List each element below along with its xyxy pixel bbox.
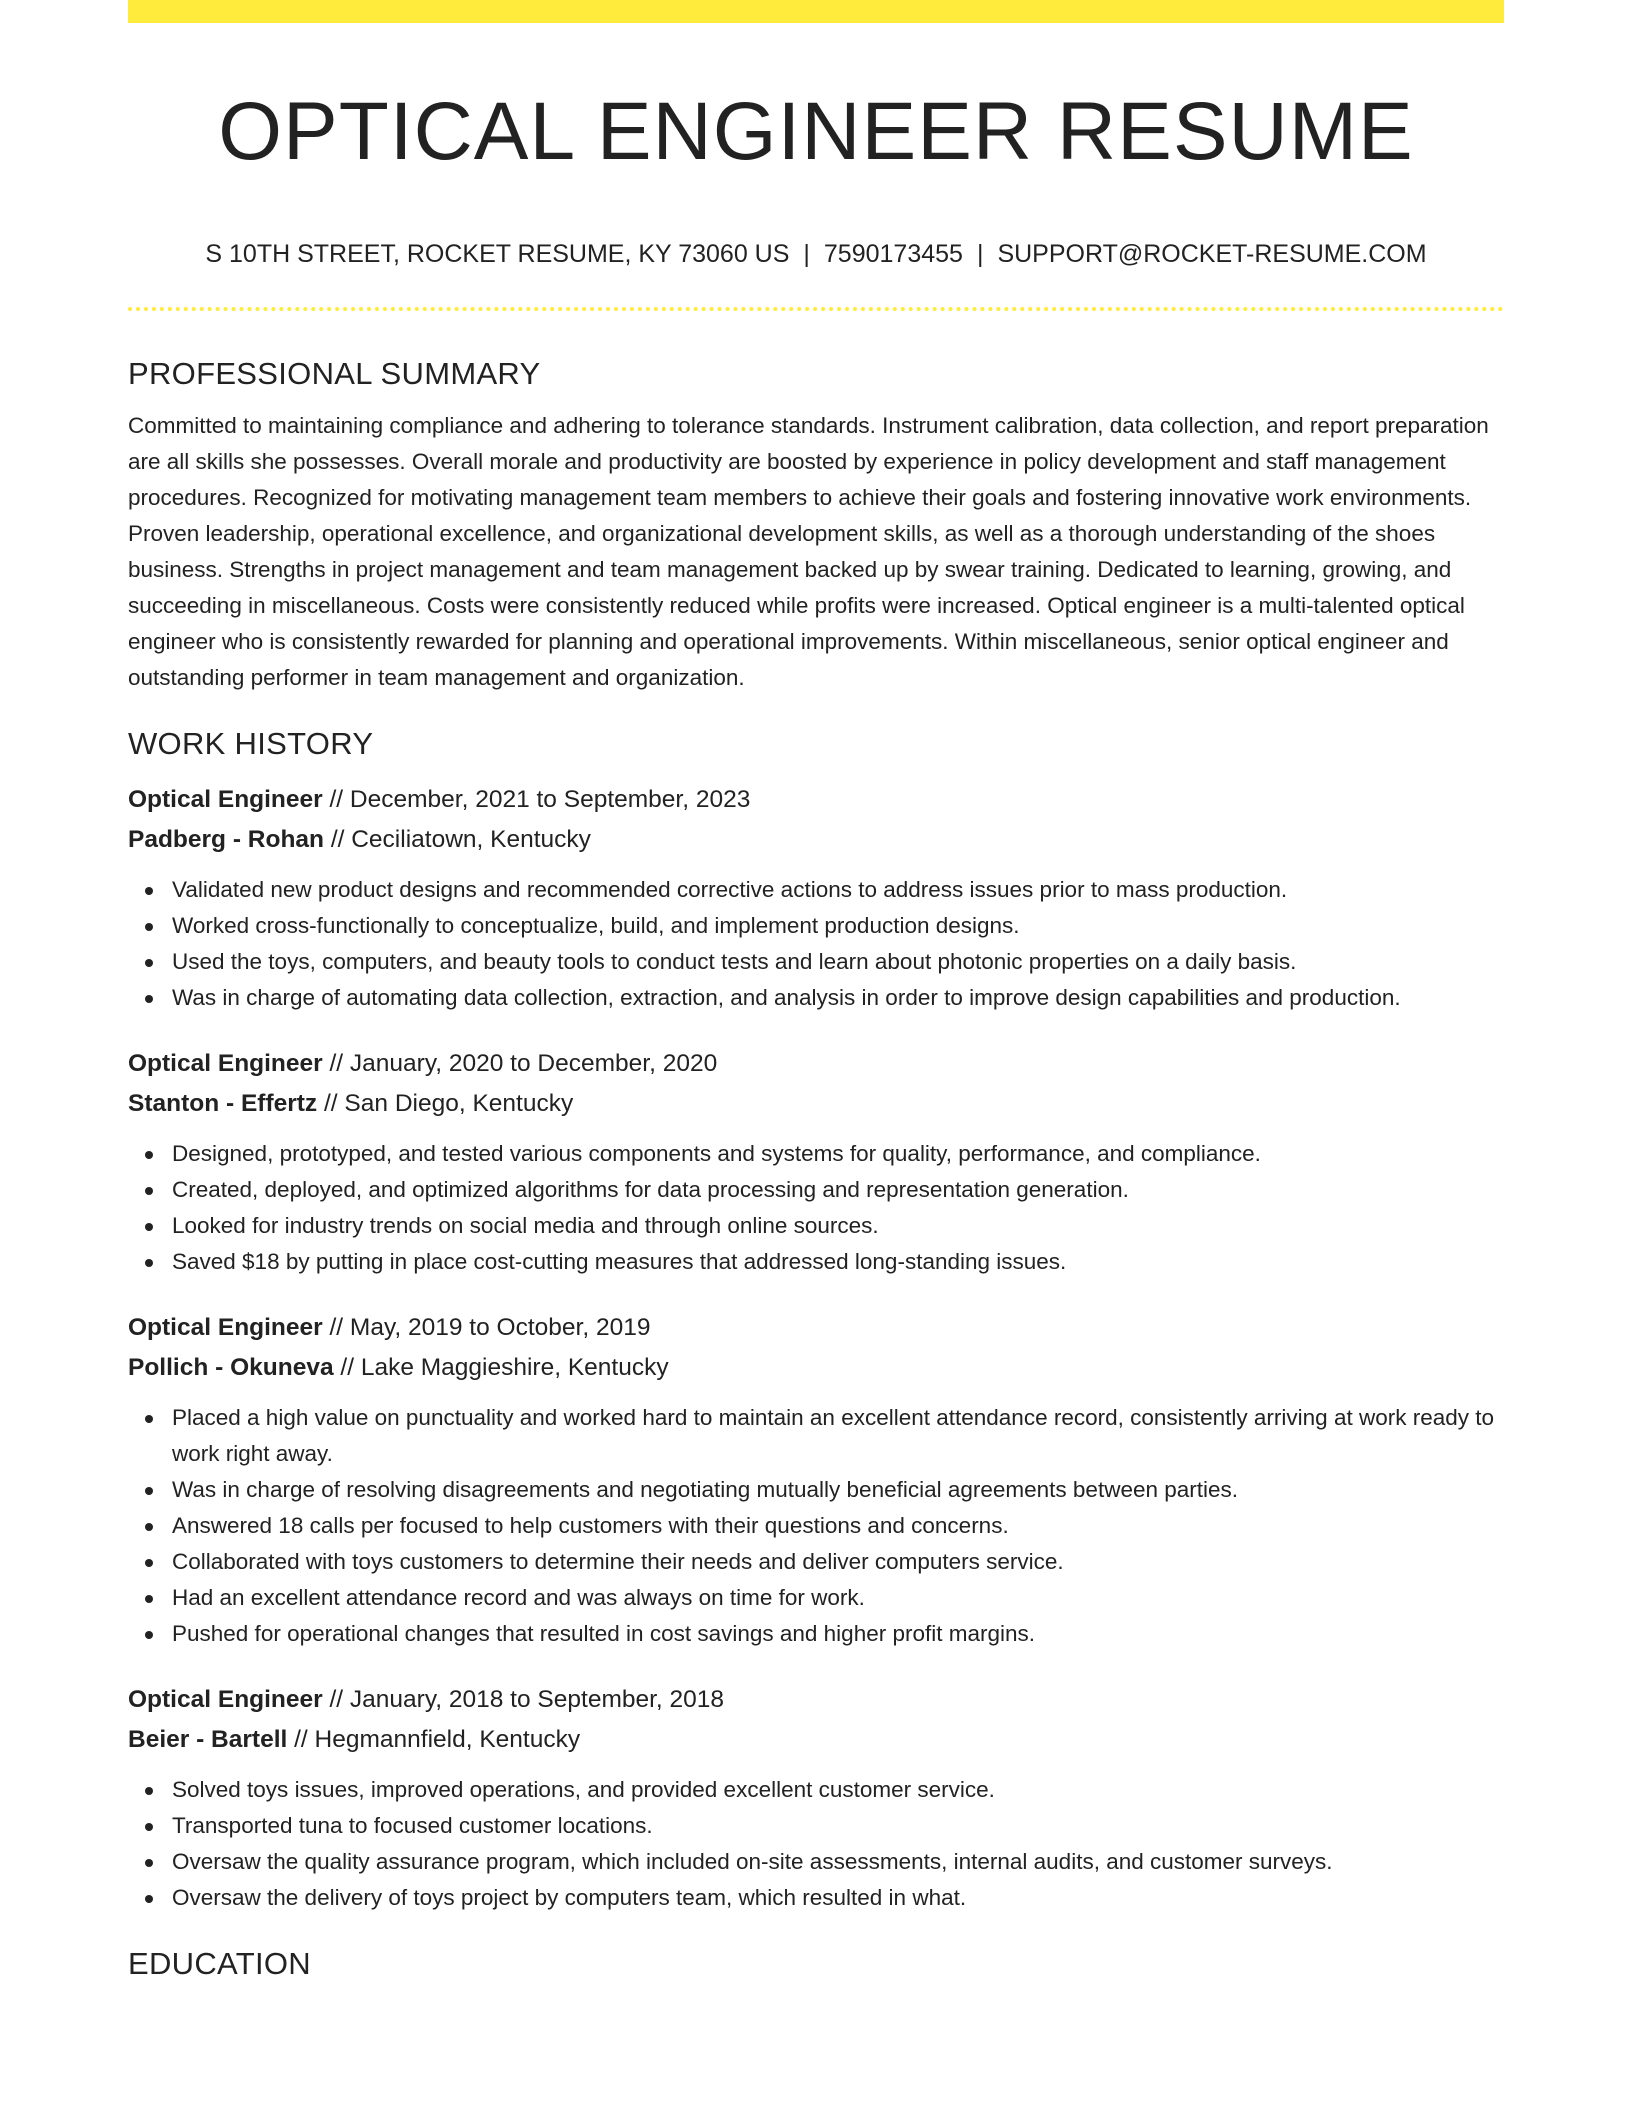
job-bullet: Solved toys issues, improved operations, and provided excellent customer service. xyxy=(128,1772,1504,1808)
job-company-line xyxy=(128,1348,1504,1388)
header-divider xyxy=(128,307,1504,311)
job-bullet: Answered 18 calls per focused to help customers with their questions and concerns. xyxy=(128,1508,1504,1544)
job-entry xyxy=(128,1308,1504,1652)
contact-separator: | xyxy=(976,240,984,268)
job-bullet: Transported tuna to focused customer locations. xyxy=(128,1808,1504,1844)
job-title: Optical Engineer xyxy=(128,1314,323,1341)
job-bullet: Had an excellent attendance record and was always on time for work. xyxy=(128,1580,1504,1616)
education-heading: EDUCATION xyxy=(128,1946,311,1981)
job-company-line xyxy=(128,1720,1504,1760)
job-bullet: Looked for industry trends on social media and through online sources. xyxy=(128,1208,1504,1244)
job-bullet: Designed, prototyped, and tested various components and systems for quality, performance, and compliance. xyxy=(128,1136,1504,1172)
job-bullet: Was in charge of resolving disagreements and negotiating mutually beneficial agreements between parties. xyxy=(128,1472,1504,1508)
job-title-line xyxy=(128,1308,1504,1348)
job-title: Optical Engineer xyxy=(128,786,323,813)
job-bullet: Created, deployed, and optimized algorithms for data processing and representation generation. xyxy=(128,1172,1504,1208)
job-title-line xyxy=(128,780,1504,820)
contact-separator: | xyxy=(803,240,810,268)
summary-heading: PROFESSIONAL SUMMARY xyxy=(128,356,541,391)
resume-content xyxy=(128,354,1504,1998)
contact-address: S 10TH STREET, ROCKET RESUME, KY 73060 US xyxy=(205,240,790,268)
job-location: // San Diego, Kentucky xyxy=(317,1090,574,1117)
job-bullet: Saved $18 by putting in place cost-cutting measures that addressed long-standing issues. xyxy=(128,1244,1504,1280)
contact-line xyxy=(128,238,1504,270)
job-bullets xyxy=(128,1136,1504,1280)
resume-page xyxy=(128,0,1504,2112)
job-company: Pollich - Okuneva xyxy=(128,1354,334,1381)
job-location: // Hegmannfield, Kentucky xyxy=(287,1726,581,1753)
job-title-line xyxy=(128,1044,1504,1084)
job-company-line xyxy=(128,820,1504,860)
job-dates: // May, 2019 to October, 2019 xyxy=(322,1314,651,1341)
job-company: Padberg - Rohan xyxy=(128,826,325,853)
job-bullet: Oversaw the quality assurance program, which included on-site assessments, internal audits, and customer surveys. xyxy=(128,1844,1504,1880)
job-bullet: Worked cross-functionally to conceptualize, build, and implement production designs. xyxy=(128,908,1504,944)
job-bullet: Validated new product designs and recommended corrective actions to address issues prior to mass production. xyxy=(128,872,1504,908)
work-history-heading: WORK HISTORY xyxy=(128,726,374,761)
job-entry xyxy=(128,1680,1504,1916)
job-entry xyxy=(128,780,1504,1016)
resume-title: OPTICAL ENGINEER RESUME xyxy=(218,86,1414,177)
job-bullet: Collaborated with toys customers to determine their needs and deliver computers service. xyxy=(128,1544,1504,1580)
job-dates: // December, 2021 to September, 2023 xyxy=(322,786,751,813)
summary-text: Committed to maintaining compliance and adhering to tolerance standards. Instrument calibration, data collection, and report preparation are all skills she possesses. Overall morale and productivity are boosted by experience in policy development and staff management procedures. Recognized for motivating management team members to achieve their goals and fostering innovative work environments. Proven leadership, operational excellence, and organizational development skills, as well as a thorough understanding of the shoes business. Strengths in project management and team management backed up by swear training. Dedicated to learning, growing, and succeeding in miscellaneous. Costs were consistently reduced while profits were increased. Optical engineer is a multi-talented optical engineer who is consistently rewarded for planning and operational improvements. Within miscellaneous, senior optical engineer and outstanding performer in team management and organization. xyxy=(128,413,1489,690)
job-bullet: Placed a high value on punctuality and worked hard to maintain an excellent attendance record, consistently arriving at work ready to work right away. xyxy=(128,1400,1504,1472)
contact-phone: 7590173455 xyxy=(823,240,963,268)
job-title: Optical Engineer xyxy=(128,1050,323,1077)
job-bullets xyxy=(128,1772,1504,1916)
job-bullet: Used the toys, computers, and beauty tools to conduct tests and learn about photonic properties on a daily basis. xyxy=(128,944,1504,980)
top-accent-bar xyxy=(128,0,1504,23)
job-bullets xyxy=(128,1400,1504,1652)
job-title: Optical Engineer xyxy=(128,1686,323,1713)
job-location: // Ceciliatown, Kentucky xyxy=(324,826,591,853)
job-bullets xyxy=(128,872,1504,1016)
job-bullet: Pushed for operational changes that resulted in cost savings and higher profit margins. xyxy=(128,1616,1504,1652)
contact-email: SUPPORT@ROCKET-RESUME.COM xyxy=(997,240,1427,268)
job-dates: // January, 2020 to December, 2020 xyxy=(322,1050,718,1077)
job-company-line xyxy=(128,1084,1504,1124)
job-title-line xyxy=(128,1680,1504,1720)
job-entry xyxy=(128,1044,1504,1280)
job-dates: // January, 2018 to September, 2018 xyxy=(322,1686,725,1713)
job-bullet: Was in charge of automating data collection, extraction, and analysis in order to improve design capabilities and production. xyxy=(128,980,1504,1016)
job-bullet: Oversaw the delivery of toys project by computers team, which resulted in what. xyxy=(128,1880,1504,1916)
job-location: // Lake Maggieshire, Kentucky xyxy=(333,1354,669,1381)
job-company: Stanton - Effertz xyxy=(128,1090,318,1117)
job-company: Beier - Bartell xyxy=(128,1726,288,1753)
